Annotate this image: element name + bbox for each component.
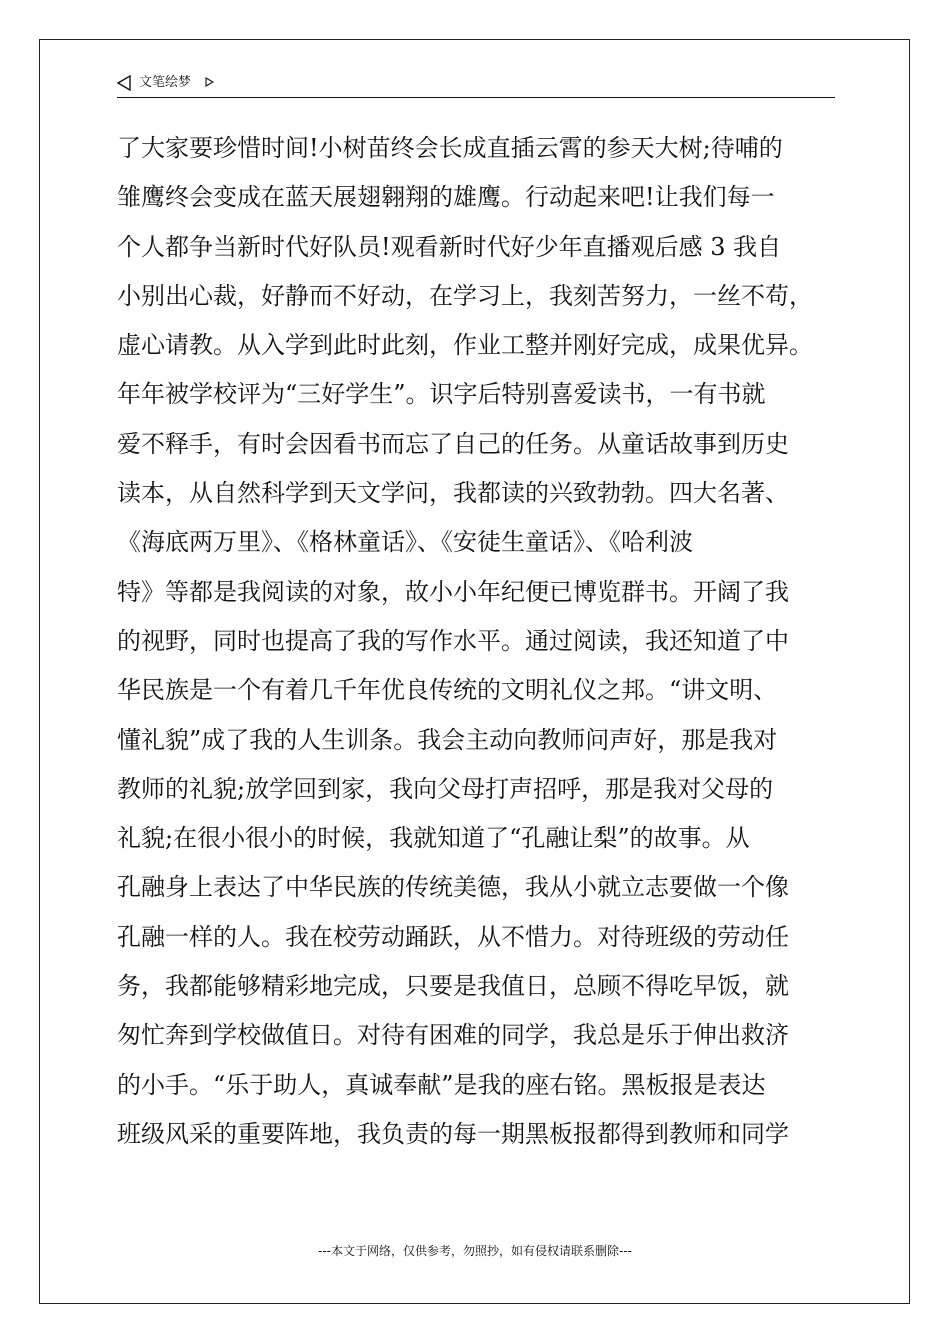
text-line: 华民族是一个有着几千年优良传统的文明礼仪之邦。“讲文明、 bbox=[117, 676, 778, 705]
left-triangle-outline-icon bbox=[117, 75, 131, 91]
text-line: 礼貌;在很小很小的时候，我就知道了“孔融让梨”的故事。从 bbox=[117, 824, 750, 853]
right-triangle-outline-icon bbox=[205, 77, 214, 87]
text-line: 教师的礼貌;放学回到家，我向父母打声招呼，那是我对父母的 bbox=[117, 774, 774, 803]
text-line: 年年被学校评为“三好学生”。识字后特别喜爱读书，一有书就 bbox=[117, 380, 766, 409]
text-line: 孔融一样的人。我在校劳动踊跃，从不惜力。对待班级的劳动任 bbox=[117, 922, 789, 951]
text-line: 务，我都能够精彩地完成，只要是我值日，总顾不得吃早饭，就 bbox=[117, 972, 789, 1001]
text-line: 《海底两万里》、《格林童话》、《安徒生童话》、《哈利波 bbox=[117, 528, 693, 557]
text-line: 的小手。“乐于助人，真诚奉献”是我的座右铭。黑板报是表达 bbox=[117, 1070, 766, 1099]
text-line: 的视野，同时也提高了我的写作水平。通过阅读，我还知道了中 bbox=[117, 626, 789, 655]
text-line: 班级风采的重要阵地，我负责的每一期黑板报都得到教师和同学 bbox=[117, 1119, 789, 1148]
text-line: 匆忙奔到学校做值日。对待有困难的同学，我总是乐于伸出救济 bbox=[117, 1021, 789, 1050]
text-line: 懂礼貌”成了我的人生训条。我会主动向教师问声好，那是我对 bbox=[117, 725, 778, 754]
text-line: 了大家要珍惜时间!小树苗终会长成直插云霄的参天大树;待哺的 bbox=[117, 134, 783, 162]
text-line: 特》等都是我阅读的对象，故小小年纪便已博览群书。开阔了我 bbox=[117, 577, 789, 606]
text-line: 个人都争当新时代好队员!观看新时代好少年直播观后感 3 我自 bbox=[117, 232, 782, 261]
text-line: 虚心请教。从入学到此时此刻，作业工整并刚好完成，成果优异。 bbox=[117, 331, 813, 360]
page-header bbox=[117, 72, 835, 98]
header-title: 文笔绘梦 bbox=[139, 75, 192, 90]
body-text bbox=[117, 124, 857, 1159]
text-line: 孔融身上表达了中华民族的传统美德，我从小就立志要做一个像 bbox=[117, 873, 789, 902]
text-line: 小别出心裁，好静而不好动，在学习上，我刻苦努力，一丝不苟， bbox=[117, 281, 813, 310]
footer-disclaimer: ---本文于网络，仅供参考，勿照抄，如有侵权请联系删除--- bbox=[318, 1244, 632, 1258]
text-line: 读本，从自然科学到天文学问，我都读的兴致勃勃。四大名著、 bbox=[117, 479, 789, 508]
text-line: 爱不释手，有时会因看书而忘了自己的任务。从童话故事到历史 bbox=[117, 429, 789, 458]
text-line: 雏鹰终会变成在蓝天展翅翱翔的雄鹰。行动起来吧!让我们每一 bbox=[117, 183, 775, 212]
